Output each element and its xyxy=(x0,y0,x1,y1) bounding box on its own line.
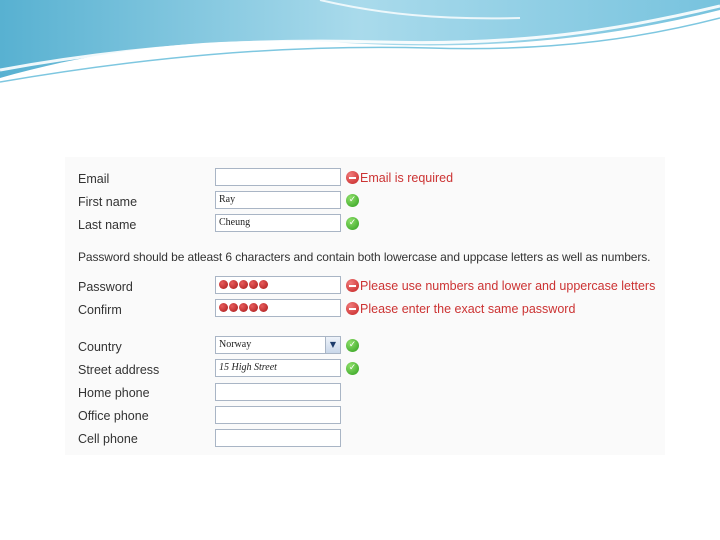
email-label: Email xyxy=(78,172,110,186)
chevron-down-icon[interactable]: ▼ xyxy=(325,337,340,353)
decorative-banner xyxy=(0,0,720,90)
cell-phone-field[interactable] xyxy=(215,429,341,447)
error-icon xyxy=(346,279,359,292)
home-phone-label: Home phone xyxy=(78,386,150,400)
password-hint: Password should be atleast 6 characters and contain both lowercase and uppcase letters as well as numbers. xyxy=(78,250,651,264)
checkmark-icon: ✓ xyxy=(346,339,359,352)
password-label: Password xyxy=(78,280,133,294)
registration-form xyxy=(65,157,665,455)
country-selected-value: Norway xyxy=(219,339,252,350)
checkmark-icon: ✓ xyxy=(346,217,359,230)
checkmark-icon: ✓ xyxy=(346,194,359,207)
password-field[interactable] xyxy=(215,276,341,294)
confirm-error-message: Please enter the exact same password xyxy=(360,302,576,316)
street-address-label: Street address xyxy=(78,363,160,377)
home-phone-field[interactable] xyxy=(215,383,341,401)
country-label: Country xyxy=(78,340,122,354)
first-name-field[interactable]: Ray xyxy=(215,191,341,209)
last-name-field[interactable]: Cheung xyxy=(215,214,341,232)
password-error-message: Please use numbers and lower and uppercase letters xyxy=(360,279,656,293)
error-icon xyxy=(346,302,359,315)
confirm-password-field[interactable] xyxy=(215,299,341,317)
country-select[interactable] xyxy=(215,336,341,354)
street-address-field[interactable]: 15 High Street xyxy=(215,359,341,377)
cell-phone-label: Cell phone xyxy=(78,432,138,446)
first-name-label: First name xyxy=(78,195,138,209)
confirm-label: Confirm xyxy=(78,303,122,317)
error-icon xyxy=(346,171,359,184)
checkmark-icon: ✓ xyxy=(346,362,359,375)
last-name-label: Last name xyxy=(78,218,137,232)
office-phone-field[interactable] xyxy=(215,406,341,424)
email-field[interactable] xyxy=(215,168,341,186)
office-phone-label: Office phone xyxy=(78,409,149,423)
password-mask xyxy=(219,303,268,312)
email-error-message: Email is required xyxy=(360,171,454,185)
password-mask xyxy=(219,280,268,289)
